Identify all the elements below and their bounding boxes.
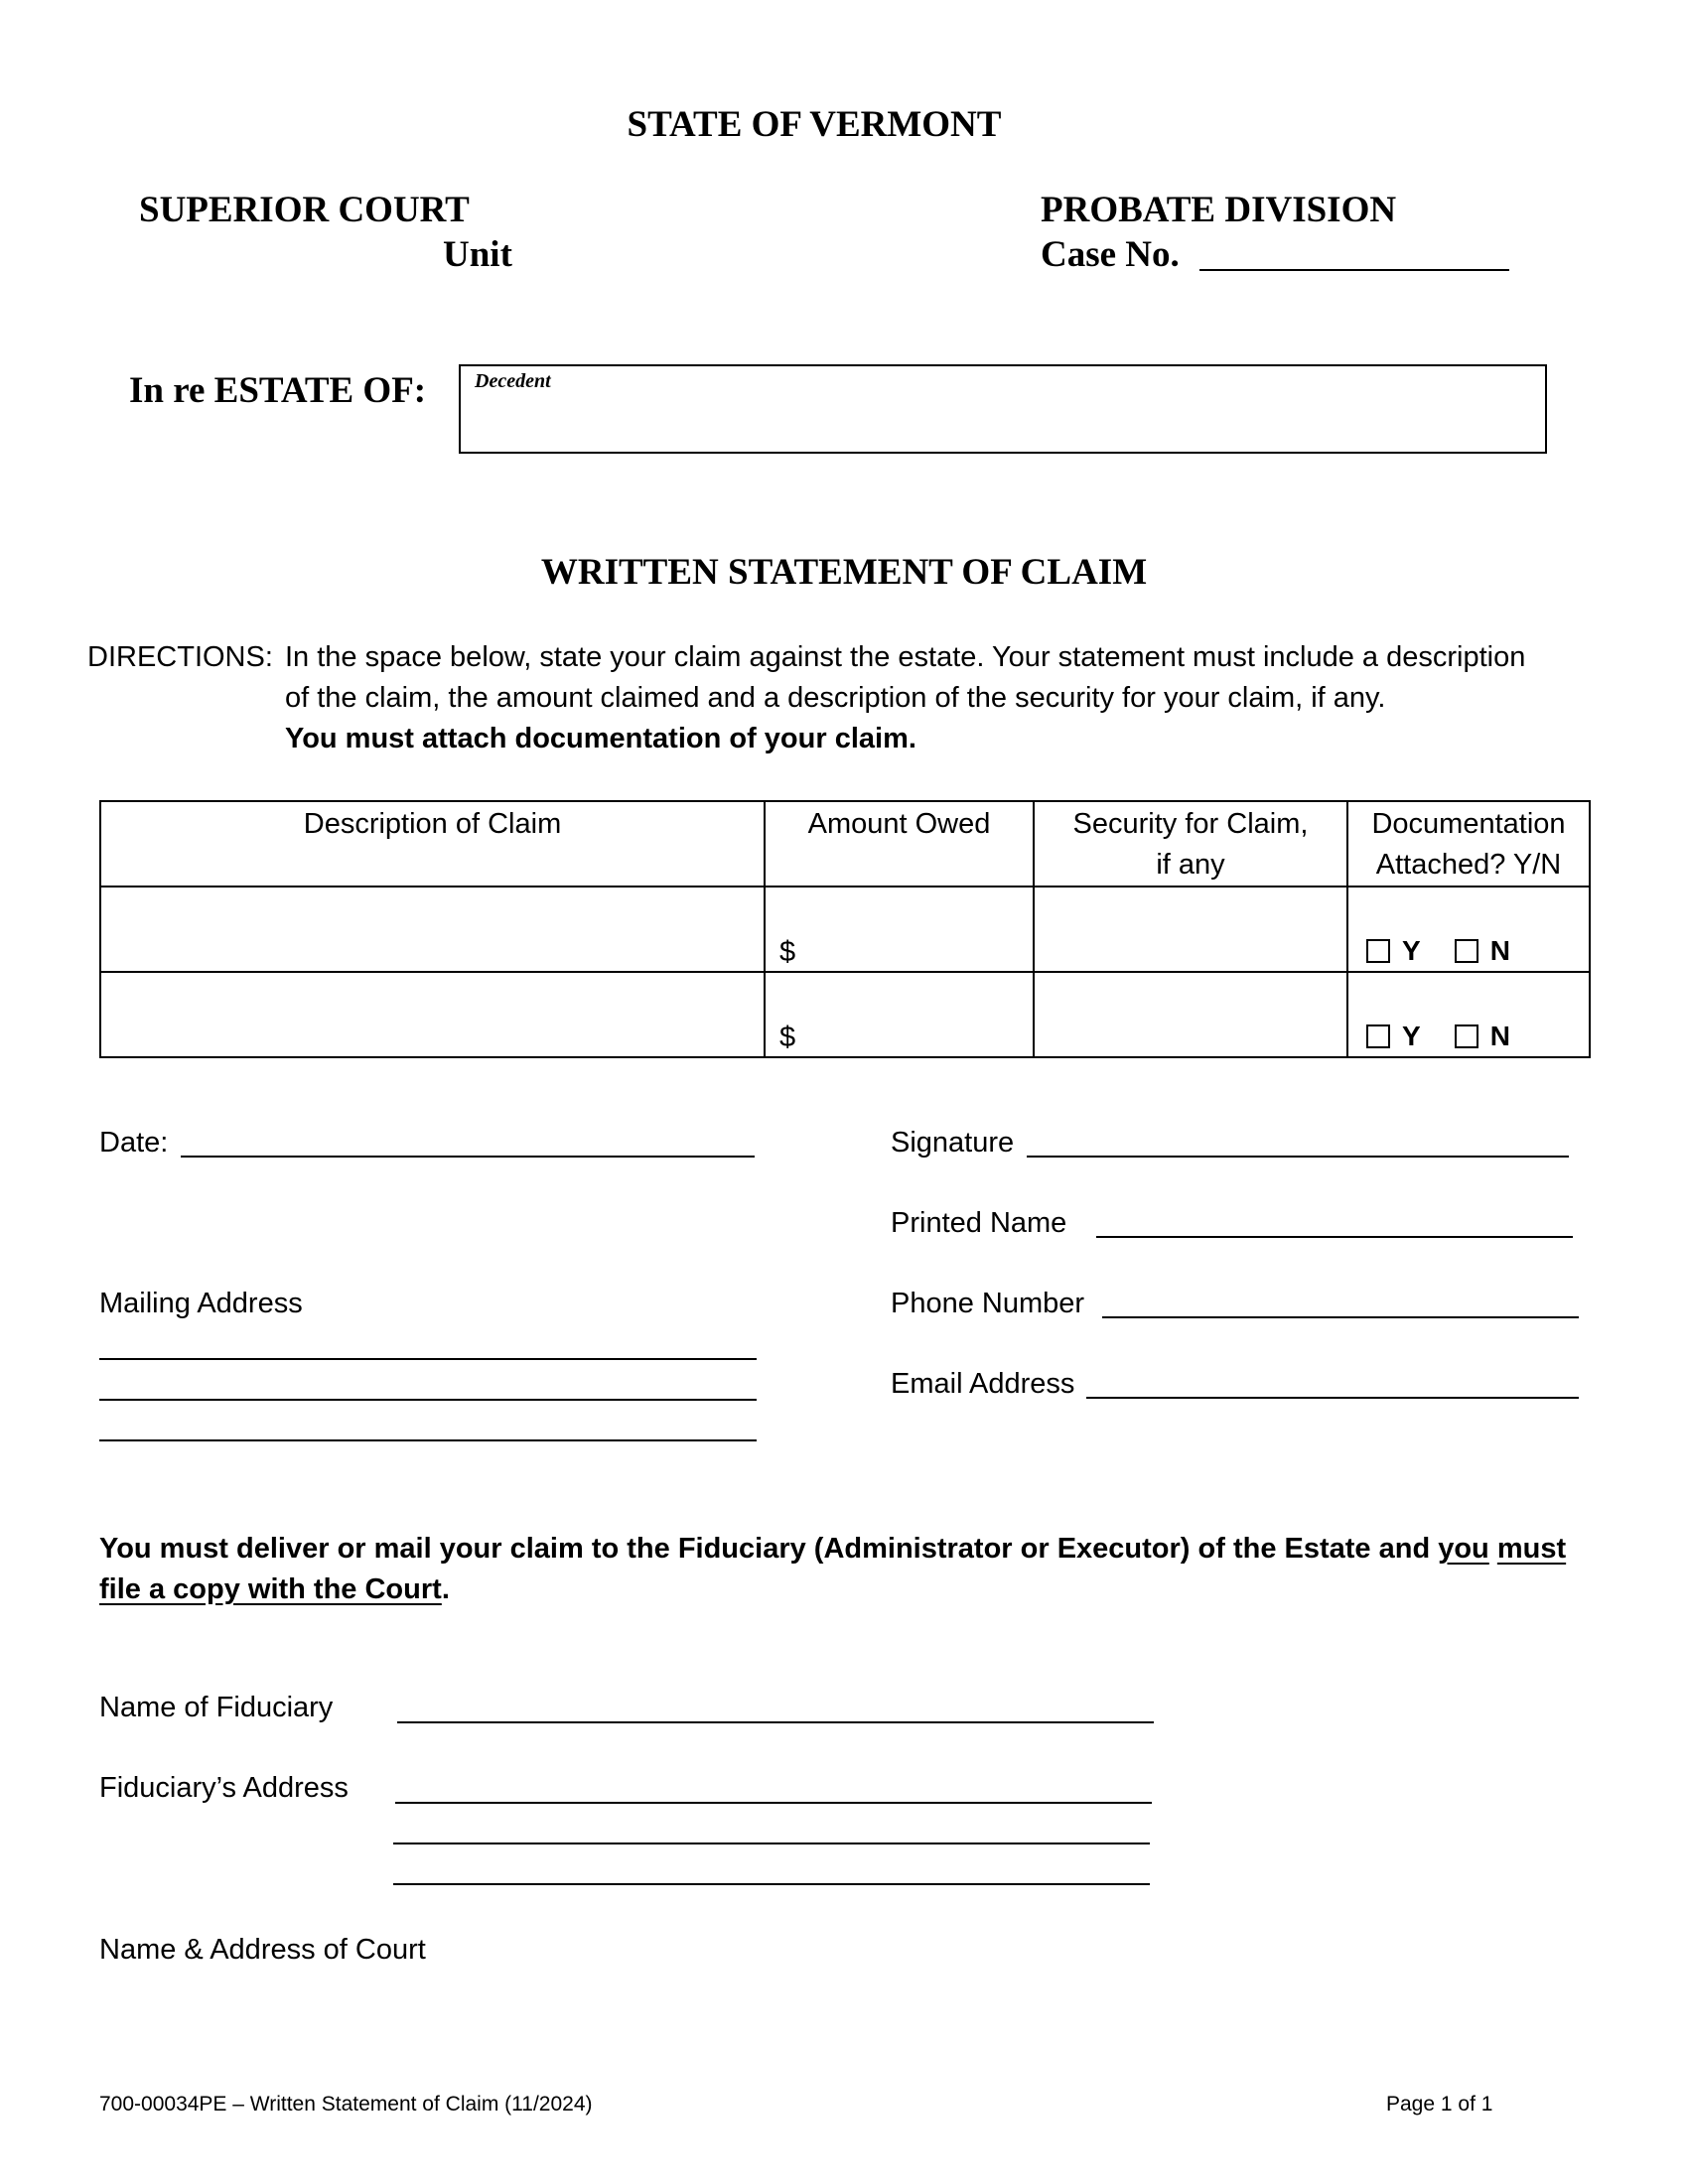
claim-amount-input[interactable] bbox=[765, 972, 1034, 1057]
claim-description-input[interactable] bbox=[100, 887, 765, 972]
documentation-yes-checkbox[interactable] bbox=[1366, 1021, 1421, 1052]
fiduciary-address-input-2[interactable] bbox=[393, 1843, 1150, 1844]
fiduciary-address-label: Fiduciary’s Address bbox=[99, 1772, 349, 1804]
court-name: SUPERIOR COURT bbox=[139, 190, 470, 230]
header-description bbox=[100, 801, 765, 887]
header-security bbox=[1034, 801, 1347, 887]
phone-label: Phone Number bbox=[891, 1288, 1085, 1319]
table-row bbox=[100, 972, 1590, 1057]
header-documentation bbox=[1347, 801, 1590, 887]
table-row bbox=[100, 887, 1590, 972]
form-title: WRITTEN STATEMENT OF CLAIM bbox=[540, 552, 1148, 593]
claim-description-input[interactable] bbox=[100, 972, 765, 1057]
signature-label: Signature bbox=[891, 1127, 1015, 1159]
mailing-address-input-2[interactable] bbox=[99, 1399, 757, 1401]
yes-label: Y bbox=[1402, 1021, 1421, 1051]
header-documentation-line-2: Attached? Y/N bbox=[1375, 849, 1562, 881]
fiduciary-name-label: Name of Fiduciary bbox=[99, 1692, 334, 1723]
no-label: N bbox=[1489, 935, 1510, 966]
no-label: N bbox=[1489, 1021, 1510, 1051]
email-label: Email Address bbox=[891, 1368, 1075, 1400]
decedent-name-input[interactable] bbox=[459, 364, 1547, 454]
directions-label: DIRECTIONS: bbox=[87, 641, 273, 673]
claim-security-input[interactable] bbox=[1034, 887, 1347, 972]
court-address-label: Name & Address of Court bbox=[99, 1934, 426, 1966]
notice-text-3: must bbox=[1496, 1533, 1567, 1565]
header-security-line-2: if any bbox=[1156, 849, 1225, 881]
documentation-yes-checkbox[interactable] bbox=[1366, 935, 1421, 967]
header-security-line-1: Security for Claim, bbox=[1072, 808, 1309, 840]
yes-label: Y bbox=[1402, 935, 1421, 966]
fiduciary-address-input-3[interactable] bbox=[393, 1883, 1150, 1885]
header-description-text: Description of Claim bbox=[303, 808, 562, 840]
documentation-cell bbox=[1347, 887, 1590, 972]
signature-input[interactable] bbox=[1027, 1156, 1569, 1158]
claims-table bbox=[99, 800, 1591, 1058]
decedent-hint: Decedent bbox=[475, 370, 551, 392]
checkbox-box bbox=[1455, 939, 1478, 963]
form-number: 700-00034PE – Written Statement of Claim (11/2024) bbox=[99, 2093, 593, 2116]
checkbox-box bbox=[1366, 1024, 1390, 1048]
date-input[interactable] bbox=[181, 1156, 755, 1158]
fiduciary-name-input[interactable] bbox=[397, 1721, 1154, 1723]
date-label: Date: bbox=[99, 1127, 169, 1159]
notice-text-4: file a copy with the Court bbox=[99, 1573, 442, 1605]
mailing-address-input-1[interactable] bbox=[99, 1358, 757, 1360]
phone-input[interactable] bbox=[1102, 1316, 1579, 1318]
header-amount-text: Amount Owed bbox=[807, 808, 991, 840]
header-amount bbox=[765, 801, 1034, 887]
documentation-no-checkbox[interactable] bbox=[1455, 1021, 1510, 1052]
state-heading: STATE OF VERMONT bbox=[627, 104, 1002, 145]
table-header-row bbox=[100, 801, 1590, 887]
page-number: Page 1 of 1 bbox=[1386, 2093, 1493, 2116]
claim-amount-input[interactable] bbox=[765, 887, 1034, 972]
dollar-sign: $ bbox=[779, 1022, 796, 1053]
estate-label: In re ESTATE OF: bbox=[129, 370, 427, 411]
division-name: PROBATE DIVISION bbox=[1041, 190, 1397, 230]
email-input[interactable] bbox=[1086, 1397, 1579, 1399]
fiduciary-address-input-1[interactable] bbox=[395, 1802, 1152, 1804]
checkbox-box bbox=[1366, 939, 1390, 963]
claim-security-input[interactable] bbox=[1034, 972, 1347, 1057]
mailing-address-label: Mailing Address bbox=[99, 1288, 303, 1319]
case-number-input[interactable] bbox=[1199, 269, 1509, 271]
documentation-no-checkbox[interactable] bbox=[1455, 935, 1510, 967]
case-number-label: Case No. bbox=[1041, 234, 1180, 275]
printed-name-label: Printed Name bbox=[891, 1207, 1067, 1239]
notice-text-2: you bbox=[1438, 1533, 1489, 1565]
mailing-address-input-3[interactable] bbox=[99, 1439, 757, 1441]
notice-text-5: . bbox=[441, 1573, 450, 1605]
directions-line-2: of the claim, the amount claimed and a description of the security for your claim, if any. bbox=[285, 682, 1386, 714]
directions-line-3: You must attach documentation of your claim. bbox=[285, 723, 916, 754]
directions-line-1: In the space below, state your claim against the estate. Your statement must include a description bbox=[285, 641, 1526, 673]
header-documentation-line-1: Documentation bbox=[1371, 808, 1566, 840]
dollar-sign: $ bbox=[779, 936, 796, 968]
notice-text-1: You must deliver or mail your claim to the Fiduciary (Administrator or Executor) of the Estate and bbox=[99, 1533, 1439, 1565]
checkbox-box bbox=[1455, 1024, 1478, 1048]
printed-name-input[interactable] bbox=[1096, 1236, 1573, 1238]
unit-label: Unit bbox=[443, 234, 512, 275]
delivery-notice bbox=[99, 1529, 1569, 1610]
documentation-cell bbox=[1347, 972, 1590, 1057]
